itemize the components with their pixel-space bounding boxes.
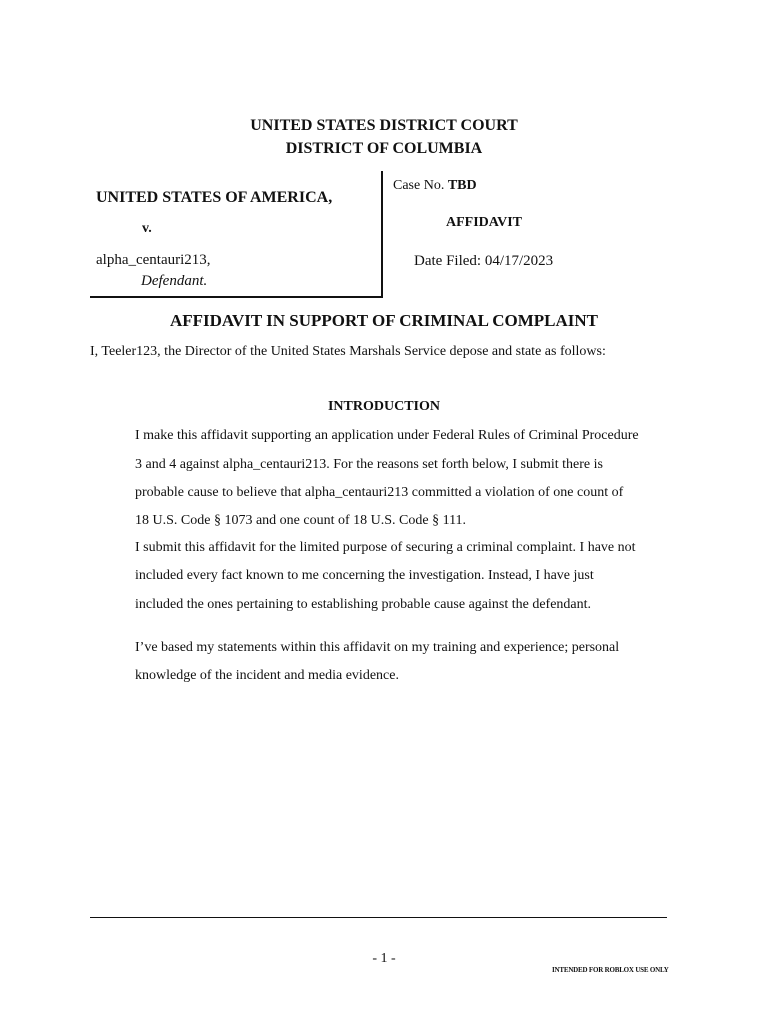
date-filed: Date Filed: 04/17/2023	[414, 253, 554, 269]
footer-rule	[90, 917, 667, 918]
paragraph-line: probable cause to believe that alpha_centauri213 committed a violation of one count of	[135, 485, 624, 500]
caption-vertical-rule	[381, 171, 383, 297]
plaintiff-name: UNITED STATES OF AMERICA,	[96, 189, 333, 206]
court-name: UNITED STATES DISTRICT COURT	[250, 117, 518, 134]
paragraph-line: knowledge of the incident and media evidence.	[135, 668, 399, 683]
paragraph-line: I’ve based my statements within this affidavit on my training and experience; personal	[135, 640, 620, 655]
opening-statement: I, Teeler123, the Director of the United States Marshals Service depose and state as follows:	[90, 344, 606, 359]
paragraph-line: 18 U.S. Code § 1073 and one count of 18 U.S. Code § 111.	[135, 513, 467, 528]
paragraph-line: included every fact known to me concerning the investigation. Instead, I have just	[135, 568, 594, 583]
defendant-name: alpha_centauri213,	[96, 252, 211, 268]
case-number	[393, 178, 477, 194]
paragraph-line: I submit this affidavit for the limited purpose of securing a criminal complaint. I have not	[135, 540, 636, 555]
introduction-heading: INTRODUCTION	[327, 399, 440, 414]
paragraph-line: I make this affidavit supporting an application under Federal Rules of Criminal Procedure	[135, 428, 639, 443]
case-number-value: TBD	[447, 178, 477, 193]
court-district: DISTRICT OF COLUMBIA	[285, 140, 483, 157]
case-number-label: Case No.	[393, 178, 445, 193]
footer-note: INTENDED FOR ROBLOX USE ONLY	[552, 966, 669, 974]
caption-horizontal-rule	[90, 296, 383, 298]
paragraph-line: included the ones pertaining to establishing probable cause against the defendant.	[135, 597, 592, 612]
document-title: AFFIDAVIT IN SUPPORT OF CRIMINAL COMPLAINT	[169, 311, 599, 330]
defendant-role: Defendant.	[141, 273, 208, 289]
versus-label: v.	[142, 221, 152, 236]
page-number: - 1 -	[372, 951, 396, 966]
document-type: AFFIDAVIT	[446, 215, 522, 230]
paragraph-line: 3 and 4 against alpha_centauri213. For the reasons set forth below, I submit there is	[135, 457, 603, 472]
